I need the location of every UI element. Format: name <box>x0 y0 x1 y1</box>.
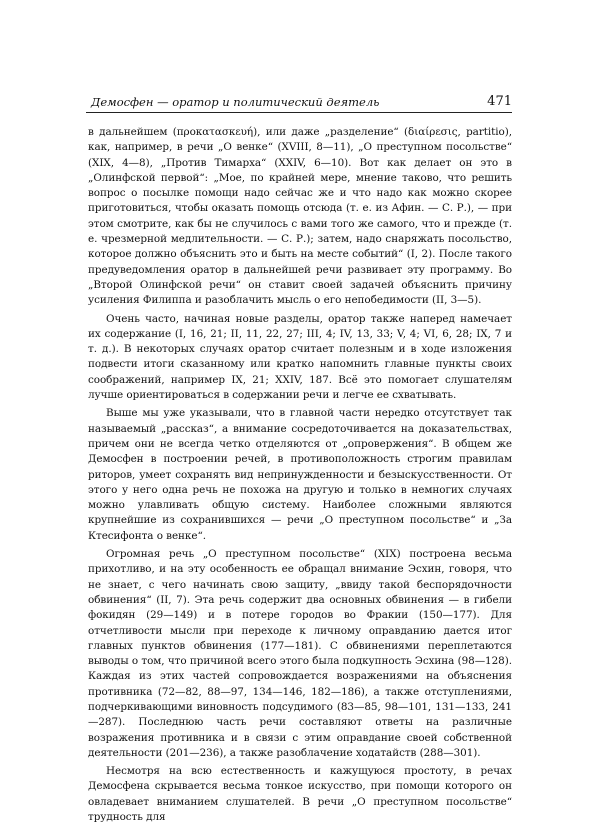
paragraph: в дальнейшем (προκατασκευή), или даже „разделение“ (διαίρεσις, partitio), как, например, в речи „О венке“ (XVIII, 8—11), „О преступном посольстве“ (XIX, 4—8), „Против Тимарха“ (XXIV, 6—10). Вот как делает он это в „Олинфской первой“: „Мое, по крайней мере, мнение таково, что решить вопрос о посылке помощи надо сейчас же и что надо как можно скорее приготовиться, чтобы оказать помощь отсюда (т. е. из Афин. — С. Р.), — при этом смотрите, как бы не случилось с вами того же самого, что и прежде (т. е. чрезмерной медлительности. — С. Р.); затем, надо снаряжать посольство, которое должно объяснить это и быть на месте событий“ (I, 2). После такого предуведомления оратор в дальнейшей речи развивает эту программу. Во „Второй Олинфской речи“ он ставит своей задачей объяснить причину усиления Филиппа и разоблачить мысль о его непобедимости (II, 3—5). <box>88 126 512 307</box>
running-head-title: Демосфен — оратор и политический деятель <box>91 95 380 109</box>
page-number: 471 <box>487 94 512 109</box>
body-text <box>88 125 512 825</box>
paragraph: Огромная речь „О преступном посольстве“ (XIX) построена весьма прихотливо, и на эту особенность ее обращал внимание Эсхин, говоря, что не знает, с чего начинать свою защиту, „ввиду такой беспорядочности обвинения“ (II, 7). Эта речь содержит два основных обвинения — в гибели фокидян (29—149) и в потере городов во Фракии (150—177). Для отчетливости мысли при переходе к личному оправданию дается итог главных пунктов обвинения (177—181). С обвинениями переплетаются выводы о том, что причиной всего этого была подкупность Эсхина (98—128). Каждая из этих частей сопровождается возражениями на объяснения противника (72—82, 88—97, 134—146, 182—186), а также отступлениями, подчеркивающими виновность подсудимого (83—85, 98—101, 131—133, 241—287). Последнюю часть речи составляют ответы на различные возражения противника и в связи с этим оправдание своей собственной деятельности (201—236), а также разоблачение ходатайств (288—301). <box>88 548 512 759</box>
running-head <box>86 90 512 113</box>
paragraph: Очень часто, начиная новые разделы, оратор также наперед намечает их содержание (I, 16, 21; II, 11, 22, 27; III, 4; IV, 13, 33; V, 4; VI, 6, 28; IX, 7 и т. д.). В некоторых случаях оратор считает полезным и в ходе изложения подвести итоги сказанному или кратко напомнить главные пункты своих соображений, например IX, 21; XXIV, 187. Всё это помогает слушателям лучше ориентироваться в содержании речи и легче ее схватывать. <box>88 312 512 402</box>
paragraph: Несмотря на всю естественность и кажущуюся простоту, в речах Демосфена скрывается весьма тонкое искусство, при помощи которого он овладевает вниманием слушателей. В речи „О преступном посольстве“ трудность для <box>88 765 512 824</box>
paragraph: Выше мы уже указывали, что в главной части нередко отсутствует так называемый „рассказ“, а внимание сосредоточивается на доказательствах, причем они не всегда четко отделяются от „опровержения“. В общем же Демосфен в построении речей, в противоположность строгим правилам риторов, умеет сохранять вид непринужденности и безыскусственности. От этого у него одна речь не похожа на другую и только в немногих случаях можно улавливать общую систему. Наиболее сложными являются крупнейшие из сохранившихся — речи „О преступном посольстве“ и „За Ктесифонта о венке“. <box>88 407 512 542</box>
